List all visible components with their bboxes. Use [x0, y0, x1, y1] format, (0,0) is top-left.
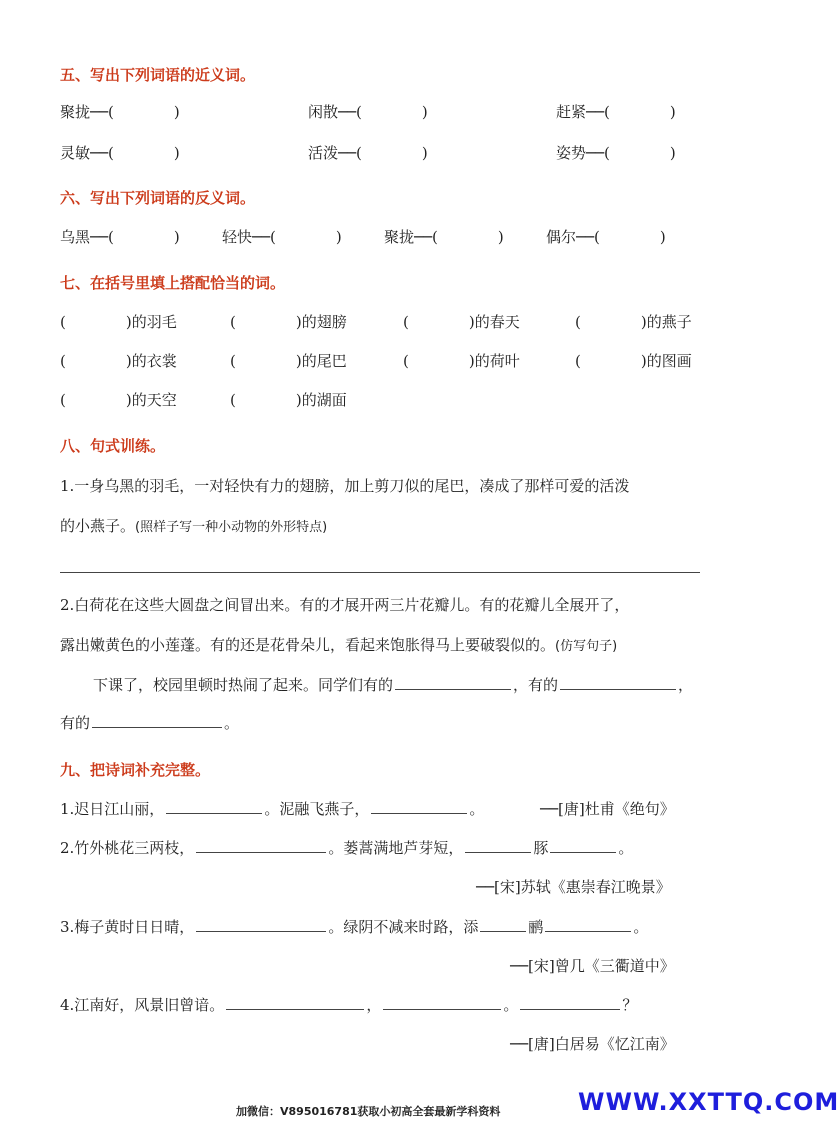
synonym-item: 闲散──( ): [308, 103, 428, 121]
poem-2-line: [60, 837, 633, 858]
q1-text-line2-main: 的小燕子。: [60, 517, 136, 535]
poem-text: 。: [469, 800, 485, 818]
fill-blank[interactable]: [226, 1008, 364, 1010]
q2-text-line2: [60, 634, 617, 655]
q2-prompt-e: 。: [224, 714, 240, 732]
synonym-item: 赶紧──( ): [556, 103, 676, 121]
section-7-heading: 七、在括号里填上搭配恰当的词。: [60, 274, 286, 292]
section-9-heading: 九、把诗词补充完整。: [60, 761, 211, 779]
poem-text: 豚: [533, 839, 549, 857]
fill-blank[interactable]: [196, 851, 326, 853]
poem-text: 鹂: [528, 918, 544, 936]
antonym-item: 乌黑──( ): [60, 228, 180, 246]
site-logo: WWW.XXTTQ.COM: [578, 1088, 839, 1116]
fill-blank[interactable]: [371, 812, 467, 814]
poem-4-source: ──[唐]白居易《忆江南》: [510, 1035, 675, 1053]
q2-prompt-line2: [60, 712, 239, 733]
q2-text-line1: 2.白荷花在这些大圆盘之间冒出来。有的才展开两三片花瓣儿。有的花瓣儿全展开了，: [60, 596, 630, 614]
poem-text: ，: [366, 996, 382, 1014]
collocation-item: ( )的衣裳: [60, 352, 177, 370]
collocation-item: ( )的荷叶: [403, 352, 520, 370]
collocation-item: ( )的图画: [575, 352, 692, 370]
fill-blank[interactable]: [92, 726, 222, 728]
q1-text-line2: [60, 515, 327, 536]
antonym-item: 偶尔──( ): [546, 228, 666, 246]
synonym-item: 活泼──( ): [308, 144, 428, 162]
synonym-item: 姿势──( ): [556, 144, 676, 162]
poem-text: 。泥融飞燕子，: [264, 800, 370, 818]
collocation-item: ( )的翅膀: [230, 313, 347, 331]
fill-blank[interactable]: [520, 1008, 620, 1010]
poem-text: 。: [618, 839, 634, 857]
fill-blank[interactable]: [166, 812, 262, 814]
section-8-heading: 八、句式训练。: [60, 437, 166, 455]
q2-prompt-a: 下课了，校园里顿时热闹了起来。同学们有的: [93, 676, 394, 694]
poem-4-line: [60, 994, 637, 1015]
poem-1-source: ──[唐]杜甫《绝句》: [540, 800, 675, 818]
poem-text: 4.江南好，风景旧曾谙。: [60, 996, 225, 1014]
antonym-item: 聚拢──( ): [384, 228, 504, 246]
q2-prompt-d: 有的: [60, 714, 91, 732]
poem-2-source: ──[宋]苏轼《惠崇春江晚景》: [476, 878, 671, 896]
collocation-item: ( )的湖面: [230, 391, 347, 409]
poem-text: ？: [622, 996, 638, 1014]
collocation-item: ( )的羽毛: [60, 313, 177, 331]
fill-blank[interactable]: [560, 688, 676, 690]
q2-instruction: (仿写句子): [555, 639, 618, 654]
fill-blank[interactable]: [395, 688, 511, 690]
fill-blank[interactable]: [550, 851, 616, 853]
poem-text: 。: [503, 996, 519, 1014]
section-6-heading: 六、写出下列词语的反义词。: [60, 189, 256, 207]
poem-text: 。蒌蒿满地芦芽短，: [328, 839, 464, 857]
fill-blank[interactable]: [480, 930, 526, 932]
fill-blank[interactable]: [383, 1008, 501, 1010]
collocation-item: ( )的春天: [403, 313, 520, 331]
poem-3-source: ──[宋]曾几《三衢道中》: [510, 957, 675, 975]
section-5-heading: 五、写出下列词语的近义词。: [60, 66, 256, 84]
q2-prompt-line1: [93, 674, 693, 695]
antonym-item: 轻快──( ): [222, 228, 342, 246]
collocation-item: ( )的尾巴: [230, 352, 347, 370]
collocation-item: ( )的天空: [60, 391, 177, 409]
collocation-item: ( )的燕子: [575, 313, 692, 331]
q2-prompt-b: ，有的: [513, 676, 559, 694]
q2-prompt-c: ，: [678, 676, 694, 694]
fill-blank[interactable]: [545, 930, 631, 932]
poem-3-line: [60, 916, 648, 937]
q1-instruction: (照样子写一种小动物的外形特点): [135, 520, 328, 535]
poem-text: 。绿阴不减来时路，添: [328, 918, 479, 936]
q1-text-line1: 1.一身乌黑的羽毛，一对轻快有力的翅膀，加上剪刀似的尾巴，凑成了那样可爱的活泼: [60, 477, 630, 495]
fill-blank[interactable]: [196, 930, 326, 932]
synonym-item: 灵敏──( ): [60, 144, 180, 162]
poem-1-line: [60, 798, 484, 819]
poem-text: 2.竹外桃花三两枝，: [60, 839, 195, 857]
poem-text: 3.梅子黄时日日晴，: [60, 918, 195, 936]
fill-blank[interactable]: [465, 851, 531, 853]
q2-text-line2-main: 露出嫩黄色的小莲蓬。有的还是花骨朵儿，看起来饱胀得马上要破裂似的。: [60, 636, 556, 654]
poem-text: 。: [633, 918, 649, 936]
poem-text: 1.迟日江山丽，: [60, 800, 165, 818]
synonym-item: 聚拢──( ): [60, 103, 180, 121]
footer-note: 加微信：V895016781获取小初高全套最新学科资料: [236, 1105, 501, 1118]
q1-answer-line[interactable]: [60, 572, 700, 573]
